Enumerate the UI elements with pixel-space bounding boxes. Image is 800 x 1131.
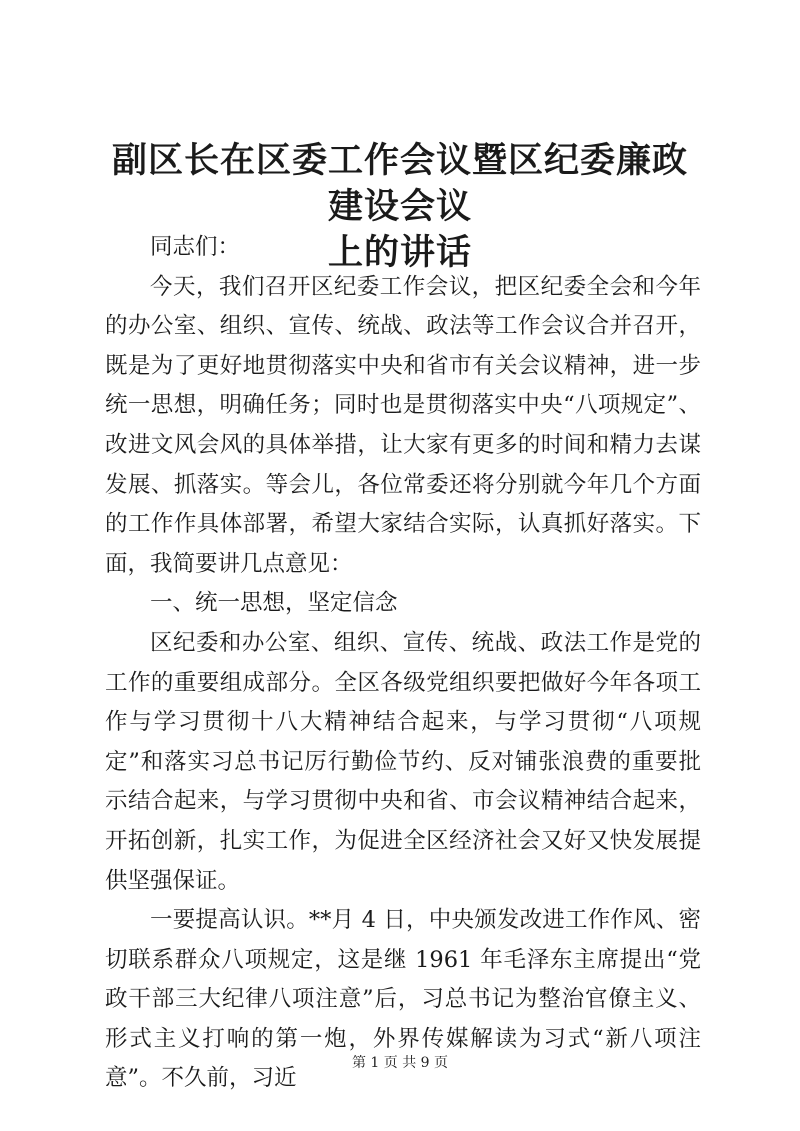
paragraph-point-1: 一要提高认识。**月 4 日，中央颁发改进工作作风、密切联系群众八项规定，这是继 1961 年毛泽东主席提出“党政干部三大纪律八项注意”后，习总书记为整治官僚主义、形式主义打响的第一炮，外界传媒解读为习式“新八项注意”。不久前，习近 [105,907,701,1092]
page-footer: 第 1 页 共 9 页 [351,1055,449,1071]
salutation: 同志们： [150,234,241,260]
document-body [105,228,701,1099]
section-heading: 一、统一思想，坚定信念 [150,590,398,617]
paragraph-intro: 今天，我们召开区纪委工作会议，把区纪委全会和今年的办公室、组织、宣传、统战、政法等工作会议合并召开，既是为了更好地贯彻落实中央和省市有关会议精神，进一步统一思想，明确任务；同时也是贯彻落实中央“八项规定”、改进文风会风的具体举措，让大家有更多的时间和精力去谋发展、抓落实。等会儿，各位常委还将分别就今年几个方面的工作作具体部署，希望大家结合实际，认真抓好落实。下面，我简要讲几点意见： [105,273,701,577]
title-line-2: 上的讲话 [327,232,472,273]
paragraph-section-1: 区纪委和办公室、组织、宣传、统战、政法工作是党的工作的重要组成部分。全区各级党组织要把做好今年各项工作与学习贯彻十八大精神结合起来，与学习贯彻“八项规定”和落实习总书记厉行勤俭节约、反对铺张浪费的重要批示结合起来，与学习贯彻中央和省、市会议精神结合起来，开拓创新，扎实工作，为促进全区经济社会又好又快发展提供坚强保证。 [105,629,701,894]
title-line-1: 副区长在区委工作会议暨区纪委廉政建设会议 [111,140,688,227]
